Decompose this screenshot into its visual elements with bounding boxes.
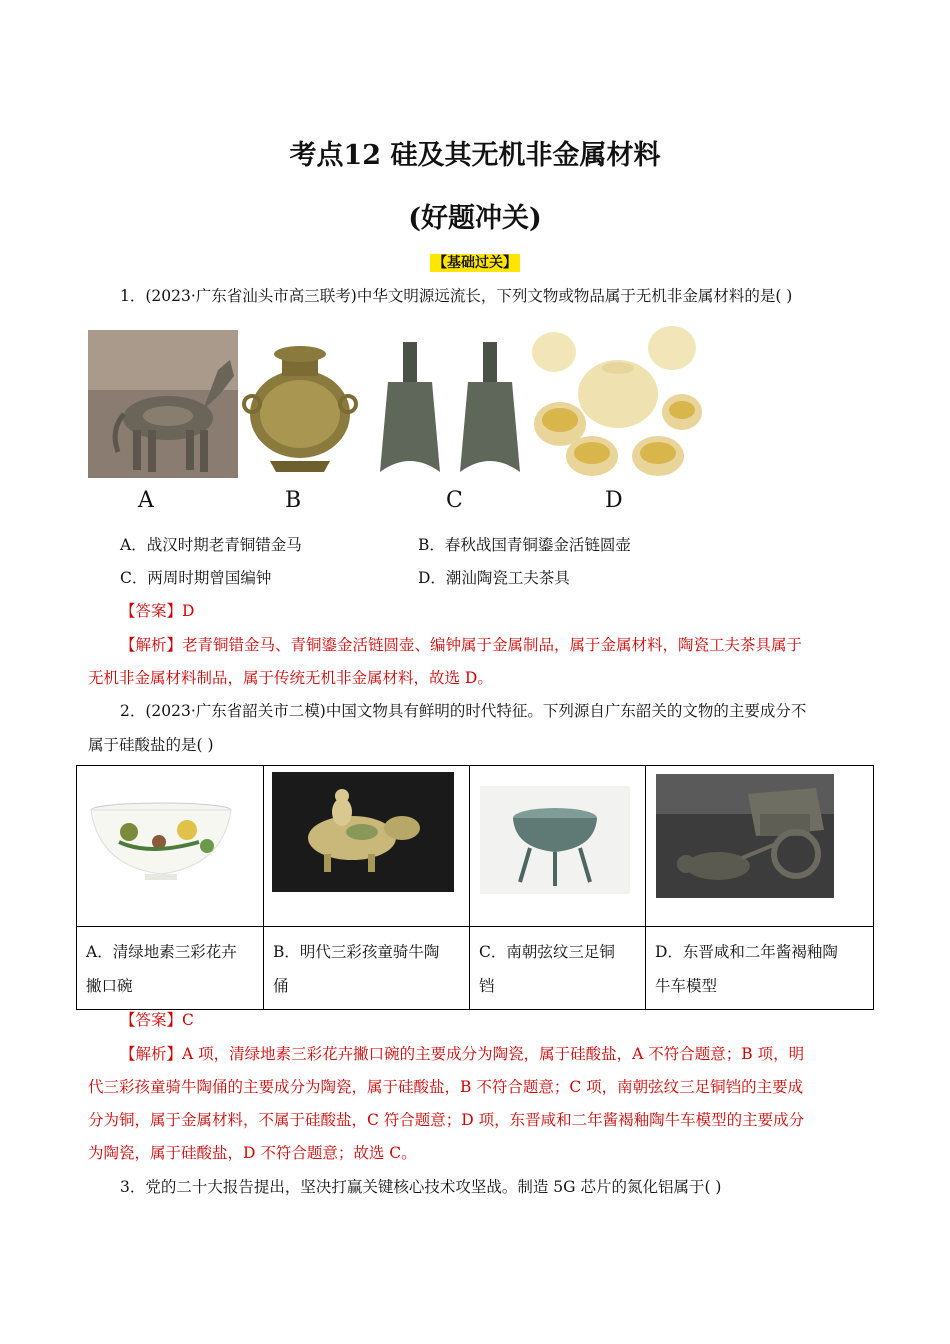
figure-label-a: A: [138, 488, 154, 513]
q1-stem: 1．(2023·广东省汕头市高三联考)中华文明源远流长，下列文物或物品属于无机非金属材料的是( ): [120, 287, 793, 305]
q1-analysis-line2: 无机非金属材料制品，属于传统无机非金属材料，故选 D。: [88, 669, 493, 687]
q2-option-b: [264, 927, 470, 1010]
horse-image: [88, 330, 238, 478]
q2-option-d-line2: 牛车模型: [655, 977, 718, 995]
pot-image: [240, 326, 360, 476]
q2-image-cell-d: [646, 766, 874, 927]
page-title: 考点12 硅及其无机非金属材料: [289, 140, 661, 171]
q1-option-c: C．两周时期曾国编钟: [120, 569, 272, 587]
q2-option-d-line1: D．东晋咸和二年酱褐釉陶: [655, 943, 838, 961]
q2-option-b-line1: B．明代三彩孩童骑牛陶: [273, 943, 440, 961]
q2-analysis-line3: 分为铜，属于金属材料，不属于硅酸盐，C 符合题意；D 项，东晋咸和二年酱褐釉陶牛车模型的主要成分: [88, 1111, 805, 1129]
tea-set-image: [532, 322, 702, 478]
q2-image-cell-b: [264, 766, 470, 927]
page-subtitle: (好题冲关): [408, 203, 542, 234]
q2-option-a: [77, 927, 264, 1010]
bells-image: [370, 338, 530, 478]
analysis-text: A 项，清绿地素三彩花卉撇口碗的主要成分为陶瓷，属于硅酸盐，A 不符合题意；B 项，明: [182, 1045, 805, 1063]
answer-tag: 【答案】: [120, 1011, 183, 1029]
figure-label-b: B: [285, 488, 302, 513]
ox-figurine-image: [272, 772, 454, 892]
figure-label-d: D: [605, 488, 623, 513]
answer-tag: 【答案】: [120, 602, 183, 620]
q1-answer: [120, 601, 194, 621]
q1-analysis-line1: [120, 635, 802, 655]
q2-option-b-line2: 俑: [273, 977, 289, 995]
q2-options-table: [76, 765, 874, 1010]
q2-analysis-line4: 为陶瓷，属于硅酸盐，D 不符合题意；故选 C。: [88, 1144, 417, 1162]
section-tag: 【基础过关】: [430, 254, 520, 272]
q2-option-d: [646, 927, 874, 1010]
q2-answer: [120, 1010, 194, 1030]
figure-label-c: C: [446, 488, 463, 513]
q2-image-cell-a: [77, 766, 264, 927]
q2-analysis-line1: [120, 1044, 804, 1064]
q2-option-c-line1: C．南朝弦纹三足铜: [479, 943, 615, 961]
q2-analysis-line2: 代三彩孩童骑牛陶俑的主要成分为陶瓷，属于硅酸盐，B 不符合题意；C 项，南朝弦纹三足铜铛的主要成: [88, 1078, 804, 1096]
bowl-image: [89, 802, 234, 882]
q2-option-a-line2: 撇口碗: [86, 977, 133, 995]
section-header: [0, 252, 950, 272]
q1-option-b: B．春秋战国青铜鎏金活链圆壶: [418, 536, 631, 554]
analysis-text: 老青铜错金马、青铜鎏金活链圆壶、编钟属于金属制品，属于金属材料，陶瓷工夫茶具属于: [182, 636, 803, 654]
bronze-pot-image: [480, 786, 630, 894]
q2-option-c-line2: 铛: [479, 977, 495, 995]
q2-option-a-line1: A．清绿地素三彩花卉: [86, 943, 237, 961]
analysis-tag: 【解析】: [120, 636, 183, 654]
q2-stem-line1: 2．(2023·广东省韶关市二模)中国文物具有鲜明的时代特征。下列源自广东韶关的文物的主要成分不: [120, 702, 807, 720]
answer-value: D: [182, 602, 195, 620]
answer-value: C: [182, 1011, 194, 1029]
q2-stem-line2: 属于硅酸盐的是( ): [88, 736, 214, 754]
q3-stem: 3．党的二十大报告提出，坚决打赢关键核心技术攻坚战。制造 5G 芯片的氮化铝属于( ): [120, 1178, 722, 1196]
ox-cart-image: [656, 774, 834, 898]
q1-option-d: D．潮汕陶瓷工夫茶具: [418, 569, 570, 587]
q1-figure: [88, 322, 708, 492]
q1-option-a: A．战汉时期老青铜错金马: [120, 536, 302, 554]
q2-option-c: [470, 927, 646, 1010]
analysis-tag: 【解析】: [120, 1045, 183, 1063]
q2-image-cell-c: [470, 766, 646, 927]
